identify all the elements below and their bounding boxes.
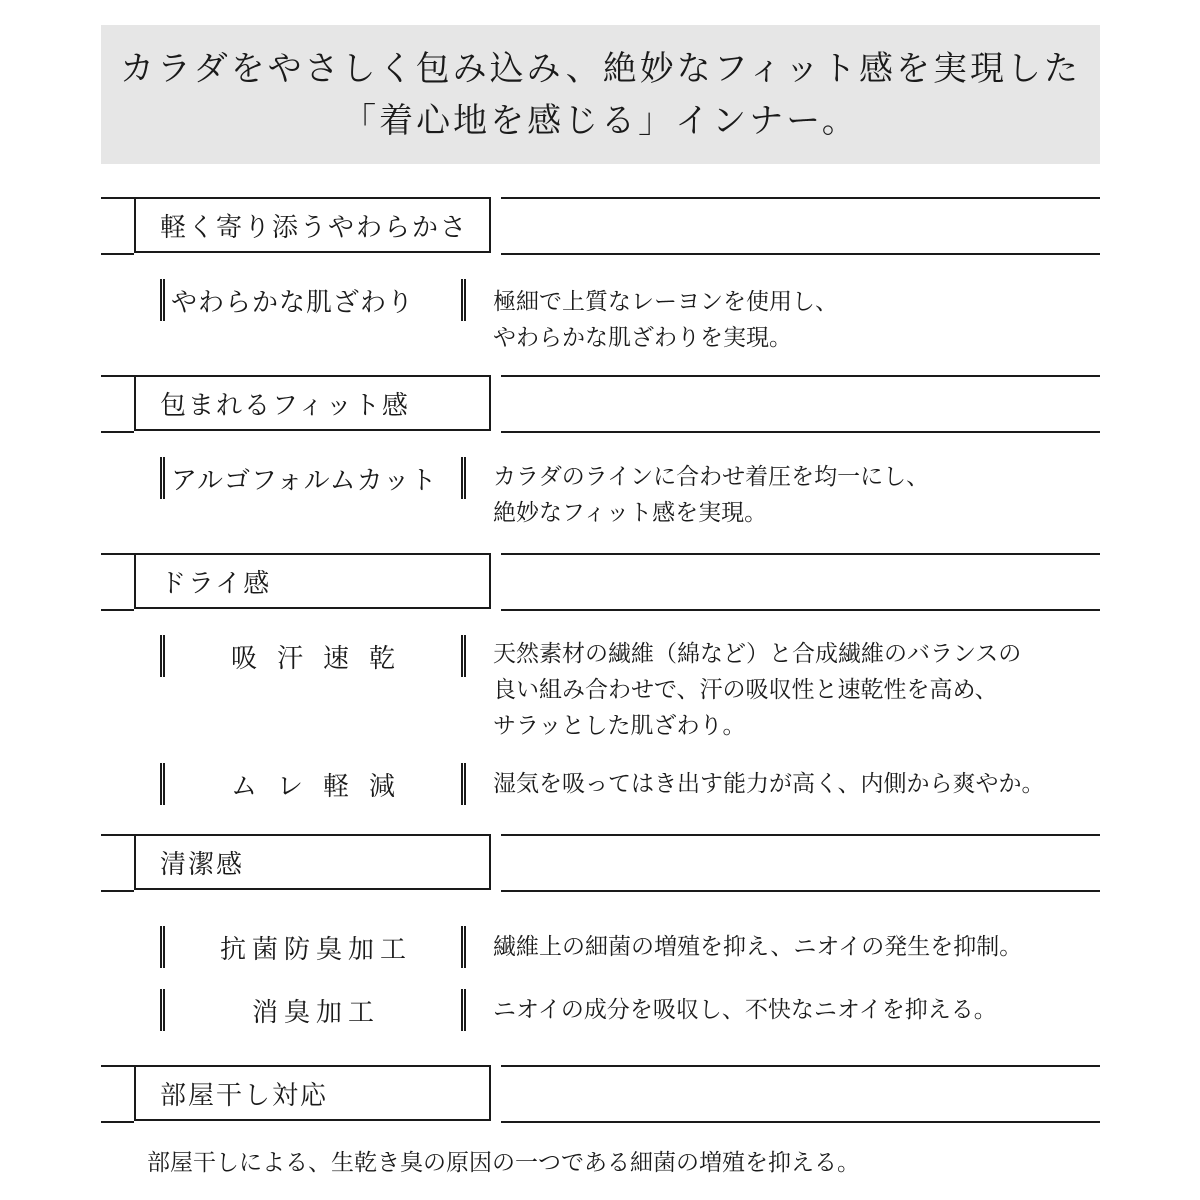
feature-description bbox=[493, 992, 997, 1028]
feature-name: 抗菌防臭加工 bbox=[160, 926, 466, 968]
rule-left-bottom bbox=[101, 609, 134, 611]
description-line: 天然素材の繊維（綿など）と合成繊維のバランスの bbox=[493, 641, 1022, 667]
rule-left-top bbox=[101, 375, 134, 377]
section-heading: ドライ感 bbox=[134, 553, 491, 609]
rule-right-bottom bbox=[501, 1121, 1100, 1123]
feature-description bbox=[493, 459, 929, 531]
rule-right-top bbox=[501, 1065, 1100, 1067]
description-line: 絶妙なフィット感を実現。 bbox=[493, 500, 768, 526]
rule-right-bottom bbox=[501, 609, 1100, 611]
description-line: 湿気を吸ってはき出す能力が高く、内側から爽やか。 bbox=[493, 771, 1045, 797]
feature-description bbox=[493, 636, 1021, 744]
section-heading: 軽く寄り添うやわらかさ bbox=[134, 197, 491, 253]
rule-left-bottom bbox=[101, 1121, 134, 1123]
banner-line-2: 「着心地を感じる」インナー。 bbox=[342, 100, 859, 141]
description-line: サラッとした肌ざわり。 bbox=[493, 713, 746, 739]
section-heading: 部屋干し対応 bbox=[134, 1065, 491, 1121]
footer-note: 部屋干しによる、生乾き臭の原因の一つである細菌の増殖を抑える。 bbox=[147, 1150, 860, 1176]
rule-left-top bbox=[101, 834, 134, 836]
rule-left-top bbox=[101, 1065, 134, 1067]
feature-name: ムレ軽減 bbox=[160, 763, 466, 805]
rule-right-bottom bbox=[501, 890, 1100, 892]
rule-right-top bbox=[501, 834, 1100, 836]
rule-left-bottom bbox=[101, 431, 134, 433]
feature-name: 消臭加工 bbox=[160, 989, 466, 1031]
rule-right-top bbox=[501, 375, 1100, 377]
description-line: カラダのラインに合わせ着圧を均一にし、 bbox=[493, 464, 930, 490]
feature-name: 吸汗速乾 bbox=[160, 635, 466, 677]
feature-name: アルゴフォルムカット bbox=[160, 457, 466, 499]
description-line: 極細で上質なレーヨンを使用し、 bbox=[493, 289, 838, 315]
feature-name: やわらかな肌ざわり bbox=[160, 279, 466, 321]
section-heading: 包まれるフィット感 bbox=[134, 375, 491, 431]
banner-line-1: カラダをやさしく包み込み、絶妙なフィット感を実現した bbox=[120, 48, 1081, 89]
rule-left-top bbox=[101, 553, 134, 555]
description-line: ニオイの成分を吸収し、不快なニオイを抑える。 bbox=[493, 997, 997, 1023]
feature-description bbox=[493, 284, 838, 356]
rule-right-top bbox=[501, 553, 1100, 555]
rule-left-top bbox=[101, 197, 134, 199]
description-line: やわらかな肌ざわりを実現。 bbox=[493, 325, 792, 351]
description-line: 繊維上の細菌の増殖を抑え、ニオイの発生を抑制。 bbox=[493, 934, 1023, 960]
feature-description bbox=[493, 929, 1022, 965]
intro-banner bbox=[101, 25, 1100, 164]
description-line: 良い組み合わせで、汗の吸収性と速乾性を高め、 bbox=[493, 677, 998, 703]
rule-right-bottom bbox=[501, 431, 1100, 433]
feature-description bbox=[493, 766, 1045, 802]
section-heading: 清潔感 bbox=[134, 834, 491, 890]
rule-right-bottom bbox=[501, 253, 1100, 255]
rule-right-top bbox=[501, 197, 1100, 199]
rule-left-bottom bbox=[101, 890, 134, 892]
rule-left-bottom bbox=[101, 253, 134, 255]
